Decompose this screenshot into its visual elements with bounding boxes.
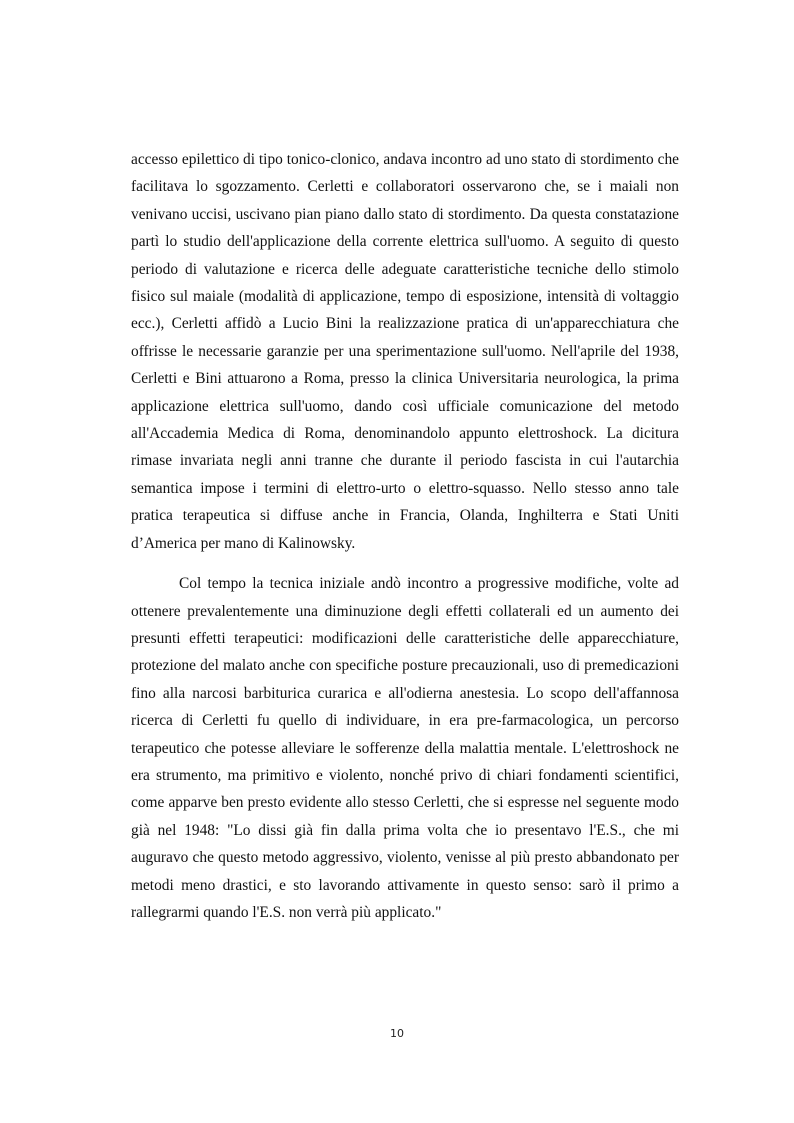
paragraph-1: accesso epilettico di tipo tonico-clonico, andava incontro ad uno stato di stordimento che facilitava lo sgozzamento. Cerletti e collaboratori osservarono che, se i maiali non venivano uccisi, uscivano pian piano dallo stato di stordimento. Da questa constatazione partì lo studio dell'applicazione della corrente elettrica sull'uomo. A seguito di questo periodo di valutazione e ricerca delle adeguate caratteristiche tecniche dello stimolo fisico sul maiale (modalità di applicazione, tempo di esposizione, intensità di voltaggio ecc.), Cerletti affidò a Lucio Bini la realizzazione pratica di un'apparecchiatura che offrisse le necessarie garanzie per una sperimentazione sull'uomo. Nell'aprile del 1938, Cerletti e Bini attuarono a Roma, presso la clinica Universitaria neurologica, la prima applicazione elettrica sull'uomo, dando così ufficiale comunicazione del metodo all'Accademia Medica di Roma, denominandolo appunto elettroshock. La dicitura rimase invariata negli anni tranne che durante il periodo fascista in cui l'autarchia semantica impose i termini di elettro-urto o elettro-squasso. Nello stesso anno tale pratica terapeutica si diffuse anche in Francia, Olanda, Inghilterra e Stati Uniti d’America per mano di Kalinowsky. [131, 151, 679, 552]
page-number: 10 [390, 1027, 404, 1040]
paragraph-2: Col tempo la tecnica iniziale andò incontro a progressive modifiche, volte ad ottenere prevalentemente una diminuzione degli effetti collaterali ed un aumento dei presunti effetti terapeutici: modificazioni delle caratteristiche delle apparecchiature, protezione del malato anche con specifiche posture precauzionali, uso di premedicazioni fino alla narcosi barbiturica curarica e all'odierna anestesia. Lo scopo dell'affannosa ricerca di Cerletti fu quello di individuare, in era pre-farmacologica, un percorso terapeutico che potesse alleviare le sofferenze della malattia mentale. L'elettroshock ne era strumento, ma primitivo e violento, nonché privo di chiari fondamenti scientifici, come apparve ben presto evidente allo stesso Cerletti, che si espresse nel seguente modo già nel 1948: "Lo dissi già fin dalla prima volta che io presentavo l'E.S., che mi auguravo che questo metodo aggressivo, violento, venisse al più presto abbandonato per metodi meno drastici, e sto lavorando attivamente in questo senso: sarò il primo a rallegrarmi quando l'E.S. non verrà più applicato." [131, 575, 679, 921]
body-text [131, 146, 679, 926]
